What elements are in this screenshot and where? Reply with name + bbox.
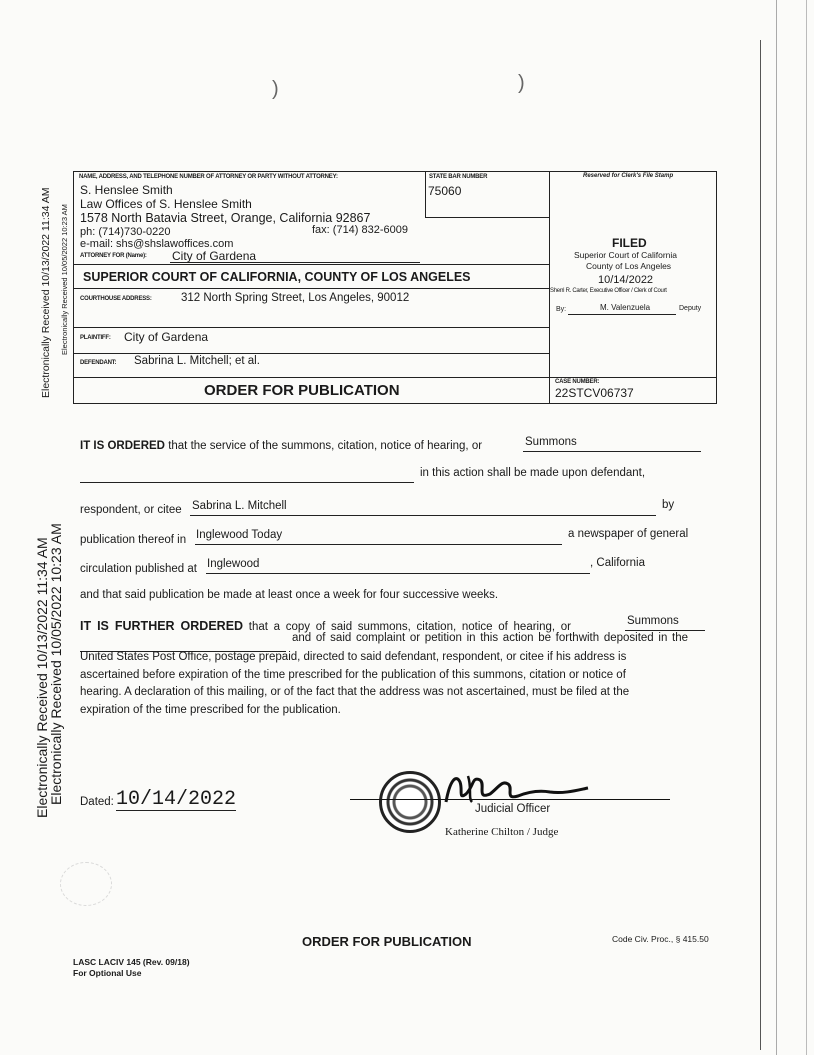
court-name-rule xyxy=(73,288,549,289)
order-bold-lead: IT IS FURTHER ORDERED xyxy=(80,619,244,633)
fill-newspaper-value: Inglewood Today xyxy=(196,529,283,541)
clerk-stamp-label: Reserved for Clerk's File Stamp xyxy=(583,173,674,179)
courthouse-address: 312 North Spring Street, Los Angeles, 90012 xyxy=(181,292,410,304)
case-number: 22STCV06737 xyxy=(555,386,634,400)
judge-name: Katherine Chilton / Judge xyxy=(445,826,559,838)
order-text: that a copy of said summons, citation, notice of hearing, or xyxy=(248,621,572,633)
scan-edge-line xyxy=(776,0,777,1055)
filed-deputy-name: M. Valenzuela xyxy=(600,303,651,312)
fill-summons xyxy=(523,436,701,452)
judicial-officer-label: Judicial Officer xyxy=(475,803,551,815)
dated-label: Dated: xyxy=(80,796,114,808)
bar-number-label: STATE BAR NUMBER xyxy=(429,174,488,180)
scan-edge-line xyxy=(806,0,807,1055)
attorney-email: e-mail: shs@shslawoffices.com xyxy=(80,238,234,250)
fill-summons-2-value: Summons xyxy=(627,615,679,627)
form-border xyxy=(73,171,716,172)
court-name: SUPERIOR COURT OF CALIFORNIA, COUNTY OF LOS ANGELES xyxy=(83,270,471,284)
judge-signature-icon xyxy=(438,770,598,806)
scan-edge-line xyxy=(760,40,761,1050)
defendant-label: DEFENDANT: xyxy=(80,360,117,366)
attorney-phone: ph: (714)730-0220 xyxy=(80,226,171,238)
order-line: and of said complaint or petition in this action be forthwith deposited in the xyxy=(292,632,689,644)
form-border xyxy=(73,353,549,354)
fill-summons-2 xyxy=(625,615,705,631)
order-text: that the service of the summons, citation, notice of hearing, or xyxy=(168,440,483,452)
court-seal-icon xyxy=(379,771,441,833)
order-line: hearing. A declaration of this mailing, or of the fact that the address was not ascertained, must be filed at the xyxy=(80,686,630,698)
order-line: ascertained before expiration of the time prescribed for the publication of this summons, citation or notice of xyxy=(80,669,626,681)
order-line: United States Post Office, postage prepaid, directed to said defendant, respondent, or citee if his address is xyxy=(80,651,627,663)
filed-court-line1: Superior Court of California xyxy=(574,250,677,260)
citee-label: respondent, or citee xyxy=(80,504,182,516)
filed-date: 10/14/2022 xyxy=(598,274,654,286)
faded-stamp-icon xyxy=(60,862,112,906)
order-line xyxy=(80,619,571,633)
dated-line xyxy=(116,810,236,811)
newspaper-tail: a newspaper of general xyxy=(568,528,689,540)
order-line xyxy=(80,440,482,452)
order-line: in this action shall be made upon defendant, xyxy=(420,467,646,479)
attorney-for-value: City of Gardena xyxy=(172,249,257,263)
form-border xyxy=(425,217,549,218)
city-tail: , California xyxy=(590,557,645,569)
order-line: expiration of the time prescribed for the publication. xyxy=(80,704,341,716)
filed-officer: Sherri R. Carter, Executive Officer / Clerk of Court xyxy=(550,288,667,294)
fill-city xyxy=(206,558,590,574)
plaintiff-value: City of Gardena xyxy=(124,330,209,344)
footer-use: For Optional Use xyxy=(73,968,142,978)
form-border xyxy=(73,377,716,378)
scan-mark-left: ) xyxy=(272,78,279,100)
filed-deputy-label: Deputy xyxy=(679,305,702,312)
attorney-for-line xyxy=(170,262,420,263)
form-border xyxy=(73,327,549,328)
filed-by-label: By: xyxy=(556,306,567,313)
defendant-value: Sabrina L. Mitchell; et al. xyxy=(134,355,260,367)
order-line: and that said publication be made at least once a week for four successive weeks. xyxy=(80,589,499,601)
fill-summons-value: Summons xyxy=(525,436,577,448)
scan-mark-right: ) xyxy=(518,72,525,94)
by-label: by xyxy=(662,499,675,511)
plaintiff-label: PLAINTIFF: xyxy=(80,335,111,341)
form-border xyxy=(73,403,716,404)
case-number-label: CASE NUMBER: xyxy=(555,379,600,385)
footer-form-number: LASC LACIV 145 (Rev. 09/18) xyxy=(73,957,190,967)
received-stamp-large: Electronically Received 10/05/2022 10:23 AM xyxy=(48,523,64,805)
fill-blank xyxy=(80,467,414,483)
fill-citee-value: Sabrina L. Mitchell xyxy=(192,500,287,512)
form-border xyxy=(716,171,717,404)
attorney-name: S. Henslee Smith xyxy=(80,183,173,197)
order-bold-lead: IT IS ORDERED xyxy=(80,440,165,452)
dated-value: 10/14/2022 xyxy=(116,788,237,811)
form-border xyxy=(73,264,549,265)
filed-court-line2: County of Los Angeles xyxy=(586,261,672,271)
received-stamp-side: Electronically Received 10/13/2022 11:34 AM xyxy=(40,187,52,398)
bar-number: 75060 xyxy=(428,184,462,198)
signature-line xyxy=(350,799,670,800)
form-border xyxy=(425,171,426,217)
filed-by-line xyxy=(568,314,676,315)
received-stamp-large: Electronically Received 10/13/2022 11:34 AM xyxy=(34,537,50,818)
filed-heading: FILED xyxy=(612,236,647,250)
footer-code: Code Civ. Proc., § 415.50 xyxy=(612,934,709,944)
attorney-label: NAME, ADDRESS, AND TELEPHONE NUMBER OF ATTORNEY OR PARTY WITHOUT ATTORNEY: xyxy=(79,174,338,180)
received-stamp-side-small: Electronically Received 10/05/2022 10:23 AM xyxy=(60,204,69,355)
publication-label: publication thereof in xyxy=(80,534,187,546)
fill-blank-2 xyxy=(80,636,286,652)
circulation-label: circulation published at xyxy=(80,563,197,575)
attorney-firm: Law Offices of S. Henslee Smith xyxy=(80,197,252,211)
fill-city-value: Inglewood xyxy=(207,558,260,570)
courthouse-label: COURTHOUSE ADDRESS: xyxy=(80,296,152,302)
fill-citee xyxy=(190,500,656,516)
footer-title: ORDER FOR PUBLICATION xyxy=(302,934,472,949)
attorney-address: 1578 North Batavia Street, Orange, California 92867 xyxy=(80,211,371,225)
attorney-for-label: ATTORNEY FOR (Name): xyxy=(80,253,147,259)
form-title: ORDER FOR PUBLICATION xyxy=(204,382,400,399)
attorney-fax: fax: (714) 832-6009 xyxy=(312,224,409,236)
fill-newspaper xyxy=(195,529,562,545)
